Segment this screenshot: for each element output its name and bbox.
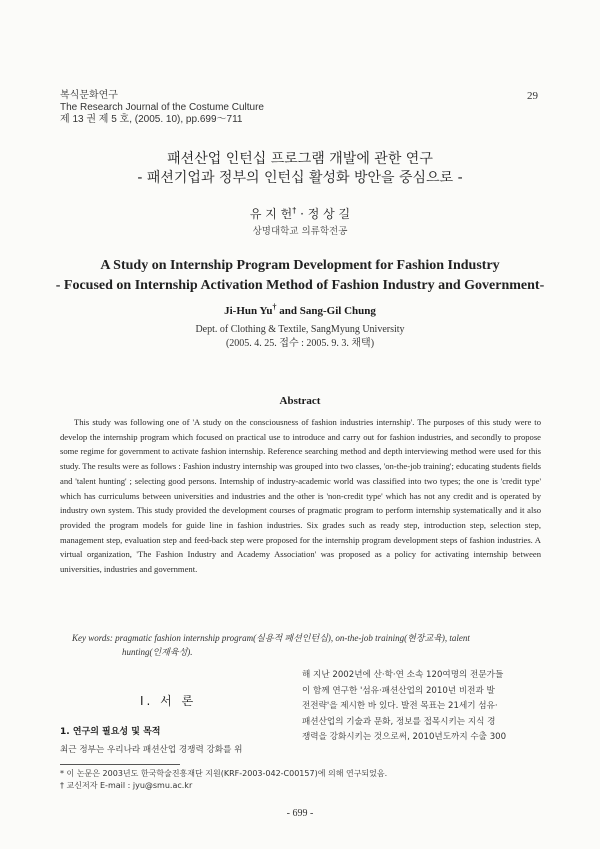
kr-author-first: 유 지 헌 [249,207,293,221]
footnotes [60,768,387,792]
page-number-bottom: - 699 - [286,808,314,819]
footnote-1 [60,768,387,780]
right-column-text [302,668,542,746]
en-authors [0,302,600,317]
journal-header [60,90,264,126]
right-line-5: 쟁력을 강화시키는 것으로써, 2010년도까지 수출 300 [302,732,507,743]
submission-dates: (2005. 4. 25. 접수 : 2005. 9. 3. 채택) [225,338,375,349]
kr-authors [0,205,600,222]
footnote-2-text: 교신저자 E-mail : jyu@smu.ac.kr [66,781,193,790]
subsection-heading: 1. 연구의 필요성 및 목적 [60,727,161,737]
footnote-rule [60,764,180,765]
abstract-heading: Abstract [279,395,321,407]
en-affiliation: Dept. of Clothing & Textile, SangMyung University [195,324,405,335]
en-author-first: Ji-Hun Yu [224,305,273,317]
right-line-3: 전전략'을 제시한 바 있다. 발전 목표는 21세기 섬유· [302,701,498,712]
en-affiliation-block [0,323,600,351]
en-title-sub: - Focused on Internship Activation Method of Fashion Industry and Government- [55,278,545,293]
footnote-marker-1: * [60,769,64,778]
abstract-text: This study was following one of 'A study on the consciousness of fashion industries internship'. The purposes of this study were to develop the internship program which focused on practical use to introduce and carry out for fashion industries, and secondly to propose some regime for government to activate fashion internship. Reference searching method and depth interviewing method were used for this study. The results were as follows : Fashion industry internship was grouped into two classes, 'on-the-job training'; educating students fields and 'talent hunting' ; selecting good persons. Internship of industry-academic world was classified into two types; the one is 'credit type' which has curriculums between universities and industries and the other is 'non-credit type' which has not any credit and is operated by industry own system. This study provided the development courses of pragmatic program to perform internship systematically and it also provided the program models for guide line in fashion industries. Six grades such as ready step, introduction step, selection step, management step, evaluation step and feed-back step were proposed for the internship program development steps of fashion industries. A virtual organization, 'The Fashion Industry and Academy Association' was proposed as a policy for activating internship between universities, industries and government. [60,417,541,575]
right-line-2: 이 함께 연구한 '섬유·패션산업의 2010년 비전과 발 [302,685,495,696]
kr-title-sub: - 패션기업과 정부의 인턴십 활성화 방안을 중심으로 - [137,170,463,186]
kr-author-separator: · [296,207,308,221]
kr-title-main: 패션산업 인턴십 프로그램 개발에 관한 연구 [167,151,433,167]
right-line-4: 패션산업의 기술과 문화, 정보를 접목시키는 지식 경 [302,716,496,727]
kr-author-second: 정 상 길 [307,207,351,221]
left-column-text: 최근 정부는 우리나라 패션산업 경쟁력 강화를 위 [60,745,243,755]
kr-title [0,150,600,188]
en-author-rest: and Sang-Gil Chung [276,305,376,317]
keywords [72,631,542,659]
footnote-2 [60,780,387,792]
section-heading: Ⅰ. 서 론 [140,694,197,708]
footnote-marker-2: † [60,781,64,790]
footnote-1-text: 이 논문은 2003년도 한국학술진흥재단 지원(KRF-2003-042-C00157)에 의해 연구되었음. [66,769,388,778]
journal-name-kr: 복식문화연구 [60,90,118,101]
kr-affiliation: 상명대학교 의류학전공 [252,226,348,237]
keywords-line-2: hunting(인재육성). [122,647,193,657]
en-title-main: A Study on Internship Program Development for Fashion Industry [100,258,500,273]
en-title [0,256,600,296]
keywords-line-1: Key words: pragmatic fashion internship program(실용적 패션인턴십), on-the-job training(현장교육), talent [72,633,470,643]
journal-citation: 제 13 권 제 5 호, (2005. 10), pp.699～711 [60,114,243,125]
en-author-dagger: † [272,302,277,312]
page-number-top: 29 [527,90,538,102]
kr-author-dagger: † [292,206,297,215]
right-line-1: 해 지난 2002년에 산·학·연 소속 120여명의 전문가들 [302,670,504,680]
journal-name-en: The Research Journal of the Costume Culture [60,102,264,113]
